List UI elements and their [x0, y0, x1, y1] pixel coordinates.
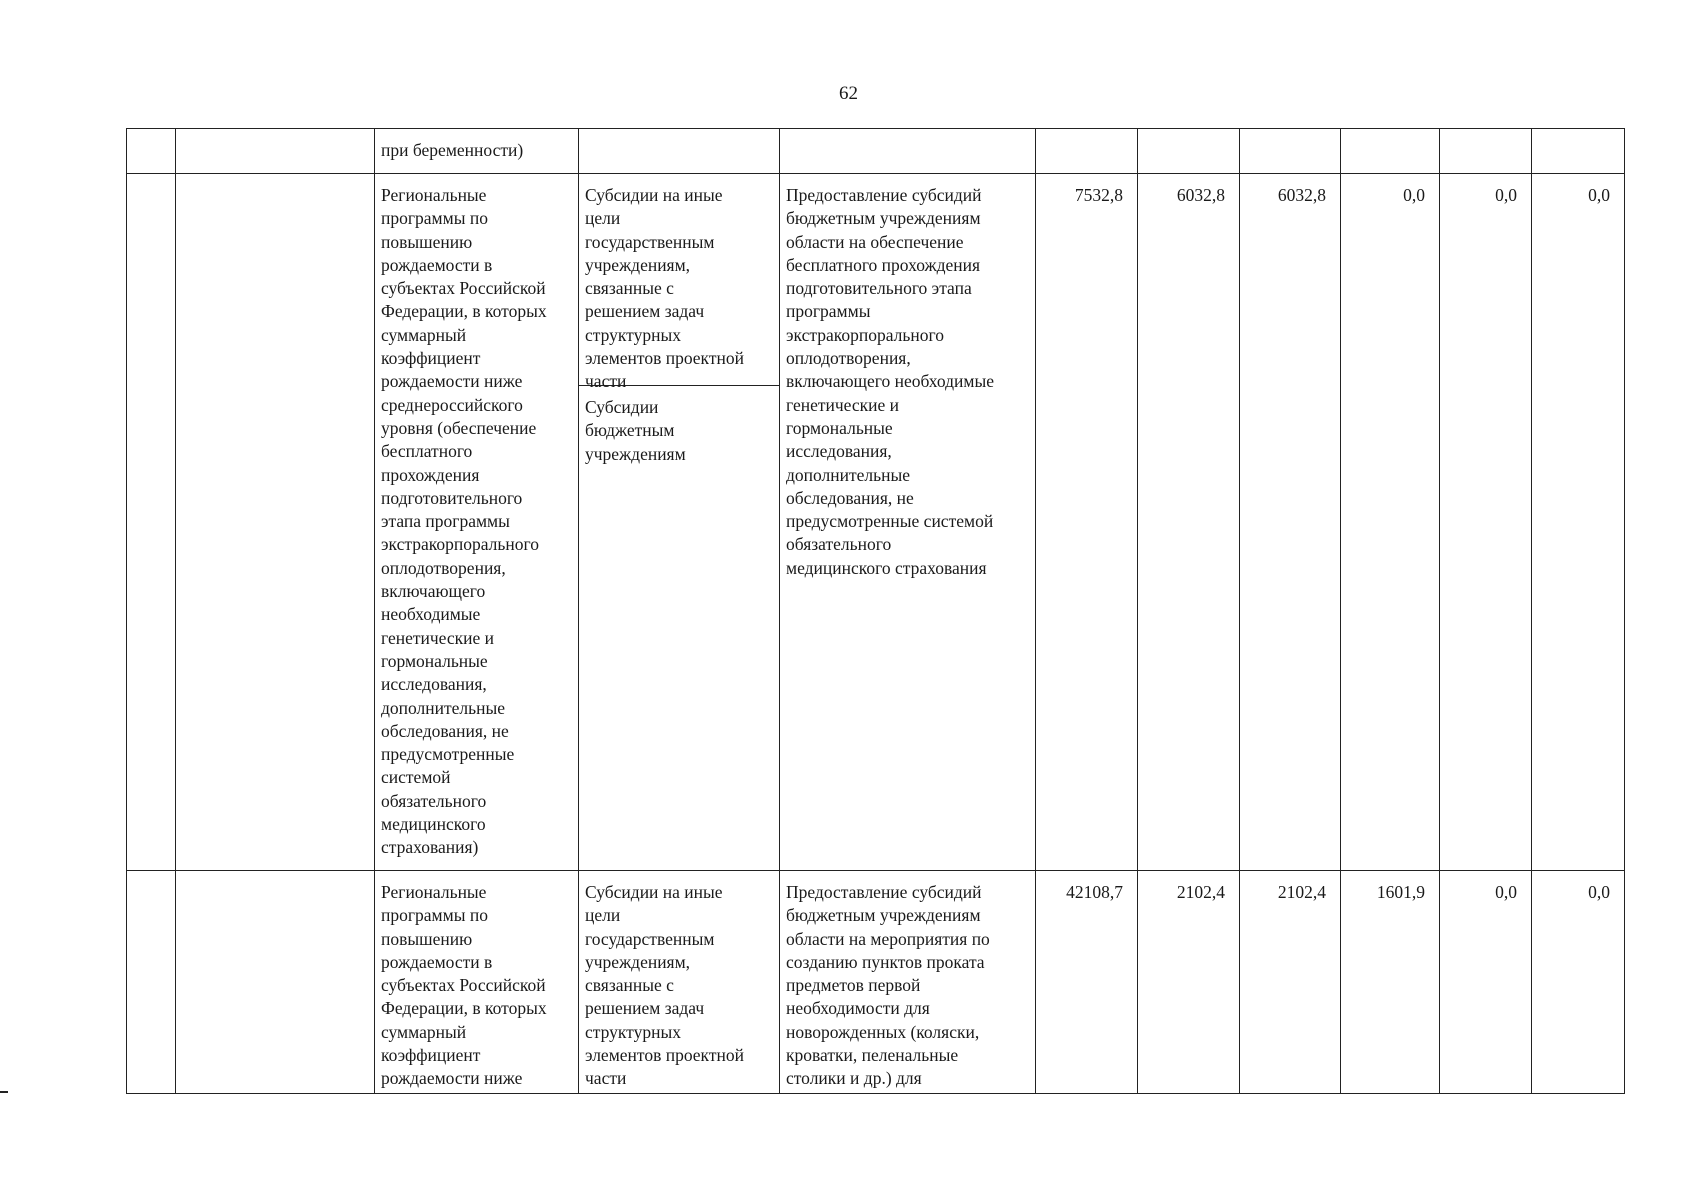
- cell-value: 6032,8: [1138, 174, 1240, 871]
- table-row: [127, 174, 1625, 871]
- cell-project: [176, 129, 375, 174]
- cell-fund: Субсидии на иные цели государственным учреждениям, связанные с решением задач структурных элементов проектной части: [579, 871, 780, 1094]
- cell-event: [375, 129, 579, 174]
- cell-fund: [579, 129, 780, 174]
- cell-value: [1532, 129, 1625, 174]
- cell-value: 6032,8: [1240, 174, 1341, 871]
- cell-project: [176, 174, 375, 871]
- margin-mark: [0, 1091, 8, 1093]
- event-text: Региональные программы по повышению рождаемости в субъектах Российской Федерации, в которых суммарный коэффициент рождаемости ниже среднероссийского уровня (обеспечение бесплатного прохождения подготовительного этапа программы экстракорпорального оплодотворения, включающего необходимые генетические и гормональные исследования, дополнительные обследования, не предусмотренные системой обязательного медицинского страхования): [381, 185, 547, 858]
- fund-subcell: Субсидии на иные цели государственным учреждениям, связанные с решением задач структурных элементов проектной части: [585, 185, 744, 392]
- cell-project: [176, 871, 375, 1094]
- table-row: [127, 871, 1625, 1094]
- cell-number: [127, 129, 176, 174]
- event-text: при беременности): [381, 140, 524, 160]
- cell-value: [1036, 129, 1138, 174]
- cell-value: 2102,4: [1240, 871, 1341, 1094]
- cell-value: 0,0: [1341, 174, 1440, 871]
- cell-value: [1138, 129, 1240, 174]
- cell-value: 0,0: [1532, 174, 1625, 871]
- cell-value: 0,0: [1440, 174, 1532, 871]
- cell-fund: [579, 174, 780, 871]
- cell-value: 42108,7: [1036, 871, 1138, 1094]
- cell-event: [375, 871, 579, 1094]
- fund-subcell: Субсидии бюджетным учреждениям: [579, 385, 779, 466]
- table-row-continuation: [127, 129, 1625, 174]
- cell-purpose: [780, 129, 1036, 174]
- cell-event: [375, 174, 579, 871]
- cell-value: 2102,4: [1138, 871, 1240, 1094]
- cell-number: [127, 871, 176, 1094]
- cell-number: [127, 174, 176, 871]
- cell-purpose: [780, 871, 1036, 1094]
- cell-value: 7532,8: [1036, 174, 1138, 871]
- cell-value: 1601,9: [1341, 871, 1440, 1094]
- cell-purpose: [780, 174, 1036, 871]
- subsidy-table: [126, 128, 1625, 1094]
- purpose-text: Предоставление субсидий бюджетным учреждениям области на мероприятия по созданию пунктов проката предметов первой необходимости для новорожденных (коляски, кроватки, пеленальные столики и др.) для: [786, 882, 990, 1089]
- cell-value: 0,0: [1440, 871, 1532, 1094]
- cell-value: 0,0: [1532, 871, 1625, 1094]
- cell-value: [1240, 129, 1341, 174]
- cell-value: [1341, 129, 1440, 174]
- purpose-text: Предоставление субсидий бюджетным учреждениям области на обеспечение бесплатного прохождения подготовительного этапа программы экстракорпорального оплодотворения, включающего необходимые генетические и гормональные исследования, дополнительные обследования, не предусмотренные системой обязательного медицинского страхования: [786, 185, 994, 578]
- page-number: 62: [839, 83, 858, 104]
- cell-value: [1440, 129, 1532, 174]
- event-text: Региональные программы по повышению рождаемости в субъектах Российской Федерации, в которых суммарный коэффициент рождаемости ниже: [381, 882, 547, 1089]
